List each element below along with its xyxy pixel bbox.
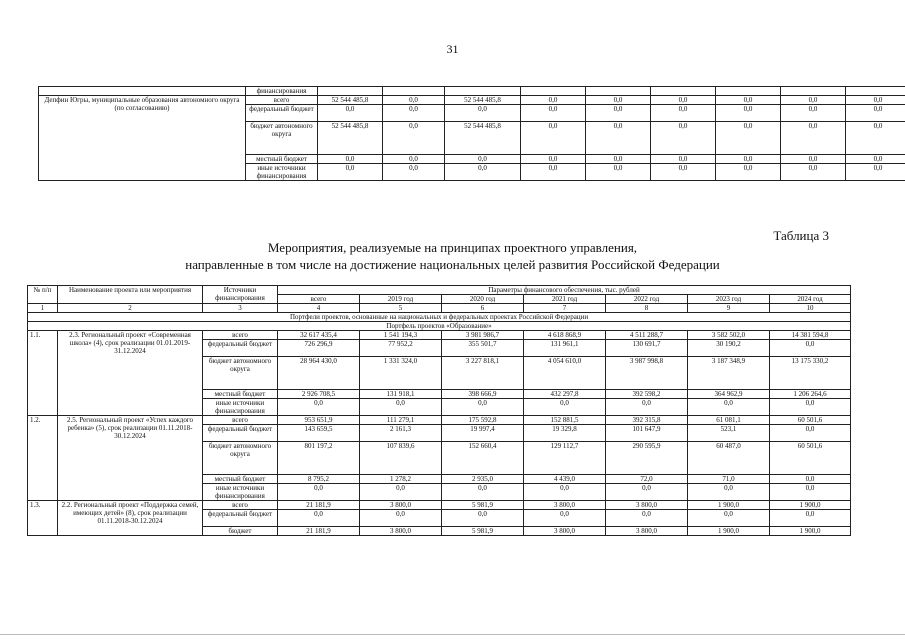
value-cell: 0,0: [383, 96, 445, 105]
value-cell: 0,0: [278, 510, 360, 527]
value-cell: 152 881,5: [524, 416, 606, 425]
header-col: 2021 год: [524, 295, 606, 304]
value-cell: 0,0: [651, 96, 716, 105]
value-cell: 3 582 502,0: [688, 331, 770, 340]
value-cell: 0,0: [586, 122, 651, 155]
header-col: 2022 год: [606, 295, 688, 304]
empty-cell: [716, 87, 781, 96]
value-cell: 0,0: [651, 105, 716, 122]
value-cell: 0,0: [586, 105, 651, 122]
value-cell: 8 795,2: [278, 475, 360, 484]
table-row: [28, 416, 851, 425]
index-cell: 1: [28, 304, 58, 313]
value-cell: 0,0: [770, 475, 851, 484]
source-cell: федеральный бюджет: [203, 425, 278, 442]
value-cell: 0,0: [846, 122, 905, 155]
value-cell: 4 054 610,0: [524, 357, 606, 390]
value-cell: 131 961,1: [524, 340, 606, 357]
value-cell: 175 592,8: [442, 416, 524, 425]
source-cell: всего: [246, 96, 318, 105]
project-name: 2.5. Региональный проект «Успех каждого ребенка» (5), срок реализации 01.11.2018-30.12.2024: [58, 416, 203, 501]
source-cell: федеральный бюджет: [246, 105, 318, 122]
value-cell: 1 900,0: [688, 527, 770, 536]
value-cell: 290 595,9: [606, 442, 688, 475]
value-cell: 0,0: [383, 122, 445, 155]
table-row: [39, 87, 905, 96]
table-row: [28, 501, 851, 510]
value-cell: 30 190,2: [688, 340, 770, 357]
value-cell: 364 962,9: [688, 390, 770, 399]
source-cell: бюджет автономного округа: [203, 357, 278, 390]
value-cell: 1 206 264,6: [770, 390, 851, 399]
value-cell: 0,0: [521, 155, 586, 164]
page-number: 31: [446, 42, 459, 56]
value-cell: 0,0: [586, 164, 651, 181]
header-row: [28, 286, 851, 295]
value-cell: 0,0: [318, 155, 383, 164]
value-cell: 0,0: [846, 105, 905, 122]
project-num: 1.1.: [28, 331, 58, 416]
value-cell: 5 981,9: [442, 501, 524, 510]
project-num: 1.2.: [28, 416, 58, 501]
value-cell: 0,0: [442, 399, 524, 416]
value-cell: 3 800,0: [606, 527, 688, 536]
value-cell: 0,0: [781, 164, 846, 181]
value-cell: 152 660,4: [442, 442, 524, 475]
header-params: Параметры финансового обеспечения, тыс. рублей: [278, 286, 851, 295]
value-cell: 60 487,0: [688, 442, 770, 475]
value-cell: 0,0: [716, 164, 781, 181]
source-cell: местный бюджет: [203, 475, 278, 484]
value-cell: 0,0: [781, 105, 846, 122]
empty-cell: [445, 87, 521, 96]
value-cell: 0,0: [716, 105, 781, 122]
value-cell: 0,0: [318, 164, 383, 181]
sub-portfolio-cell: Портфель проектов «Образование»: [28, 322, 851, 331]
value-cell: 0,0: [770, 484, 851, 501]
value-cell: 1 331 324,0: [360, 357, 442, 390]
value-cell: 32 617 435,4: [278, 331, 360, 340]
value-cell: 107 839,6: [360, 442, 442, 475]
value-cell: 111 279,1: [360, 416, 442, 425]
empty-cell: [586, 87, 651, 96]
table-row: [39, 96, 905, 105]
source-cell: федеральный бюджет: [203, 340, 278, 357]
value-cell: 432 297,8: [524, 390, 606, 399]
value-cell: 1 900,0: [770, 501, 851, 510]
index-cell: 6: [442, 304, 524, 313]
value-cell: 0,0: [524, 399, 606, 416]
value-cell: 0,0: [318, 105, 383, 122]
index-row: [28, 304, 851, 313]
value-cell: 0,0: [781, 96, 846, 105]
value-cell: 726 296,9: [278, 340, 360, 357]
header-num: № п/п: [28, 286, 58, 304]
value-cell: 0,0: [846, 164, 905, 181]
value-cell: 0,0: [688, 484, 770, 501]
index-cell: 3: [203, 304, 278, 313]
value-cell: 77 952,2: [360, 340, 442, 357]
value-cell: 52 544 485,8: [445, 122, 521, 155]
portfolio-cell: Портфели проектов, основанные на национальных и федеральных проектах Российской Федерации: [28, 313, 851, 322]
source-cell: иные источники финансирования: [203, 484, 278, 501]
value-cell: 2 161,3: [360, 425, 442, 442]
value-cell: 0,0: [360, 510, 442, 527]
index-cell: 9: [688, 304, 770, 313]
empty-cell: [651, 87, 716, 96]
value-cell: 0,0: [524, 484, 606, 501]
value-cell: 1 900,0: [770, 527, 851, 536]
value-cell: 0,0: [360, 399, 442, 416]
value-cell: 4 511 288,7: [606, 331, 688, 340]
value-cell: 72,0: [606, 475, 688, 484]
portfolio-row: [28, 313, 851, 322]
value-cell: 52 544 485,8: [318, 122, 383, 155]
source-cell: иные источники финансирования: [203, 399, 278, 416]
value-cell: 0,0: [688, 399, 770, 416]
value-cell: 0,0: [688, 510, 770, 527]
value-cell: 0,0: [445, 155, 521, 164]
heading-line-1: Мероприятия, реализуемые на принципах проектного управления,: [267, 240, 638, 255]
value-cell: 101 647,9: [606, 425, 688, 442]
value-cell: 0,0: [770, 425, 851, 442]
empty-cell: [383, 87, 445, 96]
project-name: 2.3. Региональный проект «Современная школа» (4), срок реализации 01.01.2019-31.12.2024: [58, 331, 203, 416]
value-cell: 3 800,0: [360, 501, 442, 510]
value-cell: 3 800,0: [524, 527, 606, 536]
value-cell: 2 935,0: [442, 475, 524, 484]
index-cell: 4: [278, 304, 360, 313]
value-cell: 60 501,6: [770, 442, 851, 475]
value-cell: 392 315,8: [606, 416, 688, 425]
value-cell: 4 618 868,9: [524, 331, 606, 340]
value-cell: 0,0: [278, 484, 360, 501]
source-cell: всего: [203, 501, 278, 510]
index-cell: 2: [58, 304, 203, 313]
header-col: 2019 год: [360, 295, 442, 304]
value-cell: 71,0: [688, 475, 770, 484]
source-cell: иные источники финансирования: [246, 164, 318, 181]
value-cell: 0,0: [383, 164, 445, 181]
project-name: 2.2. Региональный проект «Поддержка семей, имеющих детей» (8), срок реализации 01.11.2018-30.12.2024: [58, 501, 203, 536]
value-cell: 4 439,0: [524, 475, 606, 484]
value-cell: 129 112,7: [524, 442, 606, 475]
heading-line-2: направленные в том числе на достижение национальных целей развития Российской Федерации: [185, 257, 720, 272]
index-cell: 8: [606, 304, 688, 313]
header-source: Источники финансирования: [203, 286, 278, 304]
value-cell: 0,0: [846, 155, 905, 164]
value-cell: 3 187 348,9: [688, 357, 770, 390]
source-cell: бюджет: [203, 527, 278, 536]
value-cell: 0,0: [770, 510, 851, 527]
index-cell: 10: [770, 304, 851, 313]
value-cell: 355 501,7: [442, 340, 524, 357]
value-cell: 0,0: [521, 105, 586, 122]
projects-funding-table: [27, 285, 851, 536]
value-cell: 0,0: [521, 96, 586, 105]
value-cell: 131 918,1: [360, 390, 442, 399]
empty-cell: [846, 87, 905, 96]
funding-table-continued: [38, 86, 905, 181]
value-cell: 0,0: [524, 510, 606, 527]
value-cell: 19 329,8: [524, 425, 606, 442]
value-cell: 0,0: [770, 340, 851, 357]
value-cell: 3 981 986,7: [442, 331, 524, 340]
page-edge: [0, 634, 905, 635]
source-cell: местный бюджет: [203, 390, 278, 399]
value-cell: 0,0: [521, 122, 586, 155]
source-cell: местный бюджет: [246, 155, 318, 164]
value-cell: 3 227 818,1: [442, 357, 524, 390]
value-cell: 0,0: [442, 510, 524, 527]
value-cell: 0,0: [651, 122, 716, 155]
value-cell: 0,0: [846, 96, 905, 105]
value-cell: 2 926 708,5: [278, 390, 360, 399]
value-cell: 1 900,0: [688, 501, 770, 510]
index-cell: 5: [360, 304, 442, 313]
value-cell: 0,0: [383, 155, 445, 164]
value-cell: 398 666,9: [442, 390, 524, 399]
source-cell: бюджет автономного округа: [246, 122, 318, 155]
value-cell: 0,0: [442, 484, 524, 501]
value-cell: 143 659,5: [278, 425, 360, 442]
value-cell: 1 541 194,3: [360, 331, 442, 340]
value-cell: 14 381 594,8: [770, 331, 851, 340]
table-row: [28, 331, 851, 340]
value-cell: 1 278,2: [360, 475, 442, 484]
value-cell: 0,0: [606, 399, 688, 416]
empty-cell: [521, 87, 586, 96]
source-cell: финансирования: [246, 87, 318, 96]
value-cell: 523,1: [688, 425, 770, 442]
value-cell: 0,0: [770, 399, 851, 416]
project-num: 1.3.: [28, 501, 58, 536]
value-cell: 0,0: [445, 164, 521, 181]
source-cell: федеральный бюджет: [203, 510, 278, 527]
value-cell: 0,0: [383, 105, 445, 122]
value-cell: 0,0: [781, 155, 846, 164]
empty-cell: [39, 87, 246, 96]
value-cell: 13 175 330,2: [770, 357, 851, 390]
value-cell: 3 800,0: [360, 527, 442, 536]
value-cell: 52 544 485,8: [318, 96, 383, 105]
source-cell: бюджет автономного округа: [203, 442, 278, 475]
value-cell: 0,0: [716, 96, 781, 105]
header-col: 2024 год: [770, 295, 851, 304]
header-col: 2023 год: [688, 295, 770, 304]
table-label: Таблица 3: [773, 228, 829, 243]
value-cell: 0,0: [445, 105, 521, 122]
value-cell: 392 598,2: [606, 390, 688, 399]
value-cell: 3 800,0: [524, 501, 606, 510]
value-cell: 5 981,9: [442, 527, 524, 536]
value-cell: 0,0: [651, 155, 716, 164]
header-name: Наименование проекта или мероприятия: [58, 286, 203, 304]
sub-portfolio-row: [28, 322, 851, 331]
value-cell: 0,0: [521, 164, 586, 181]
source-cell: всего: [203, 331, 278, 340]
value-cell: 52 544 485,8: [445, 96, 521, 105]
value-cell: 0,0: [586, 155, 651, 164]
value-cell: 3 987 998,8: [606, 357, 688, 390]
value-cell: 130 691,7: [606, 340, 688, 357]
value-cell: 19 997,4: [442, 425, 524, 442]
value-cell: 0,0: [586, 96, 651, 105]
value-cell: 0,0: [278, 399, 360, 416]
value-cell: 3 800,0: [606, 501, 688, 510]
value-cell: 28 964 430,0: [278, 357, 360, 390]
value-cell: 0,0: [606, 484, 688, 501]
value-cell: 0,0: [360, 484, 442, 501]
value-cell: 0,0: [716, 122, 781, 155]
header-col: всего: [278, 295, 360, 304]
value-cell: 953 651,9: [278, 416, 360, 425]
table-heading: [0, 239, 905, 273]
index-cell: 7: [524, 304, 606, 313]
value-cell: 0,0: [651, 164, 716, 181]
empty-cell: [318, 87, 383, 96]
empty-cell: [781, 87, 846, 96]
value-cell: 0,0: [606, 510, 688, 527]
value-cell: 60 501,6: [770, 416, 851, 425]
value-cell: 0,0: [781, 122, 846, 155]
entity-cell: Депфин Югры, муниципальные образования автономного округа (по согласованию): [39, 96, 246, 181]
value-cell: 0,0: [716, 155, 781, 164]
value-cell: 61 081,1: [688, 416, 770, 425]
source-cell: всего: [203, 416, 278, 425]
value-cell: 21 181,9: [278, 527, 360, 536]
value-cell: 801 197,2: [278, 442, 360, 475]
header-col: 2020 год: [442, 295, 524, 304]
value-cell: 21 181,9: [278, 501, 360, 510]
